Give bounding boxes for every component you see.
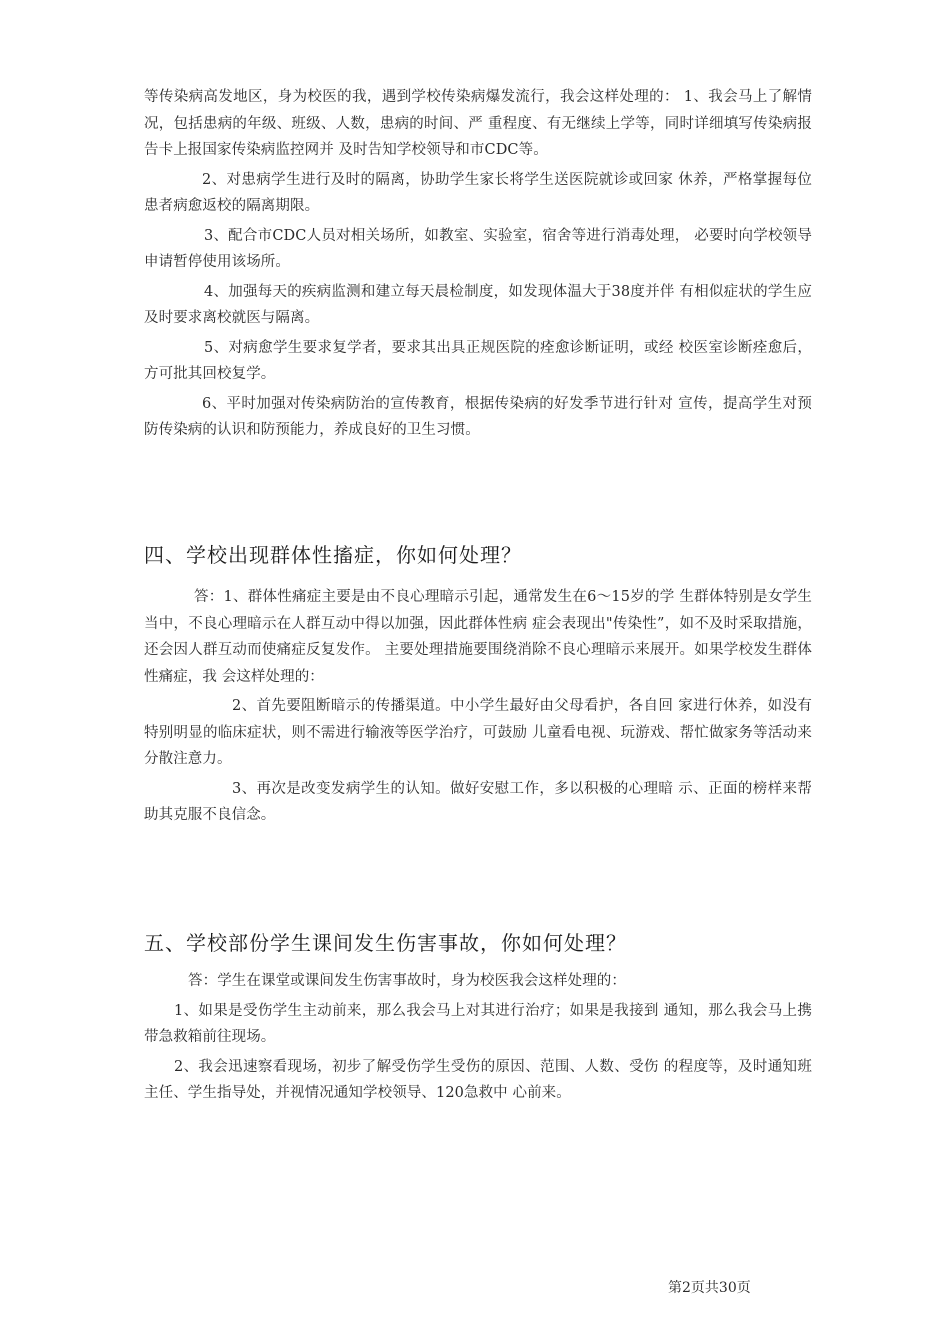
section-3-body <box>144 84 812 447</box>
page-number: 第2页共30页 <box>668 1280 751 1296</box>
paragraph: 2、首先要阻断暗示的传播渠道。中小学生最好由父母看护，各自回 家进行休养，如没有特别明显的临床症状，则不需进行输液等医学治疗，可鼓励 儿童看电视、玩游戏、帮忙做家务等活动来分散注意力。 <box>144 698 812 767</box>
paragraph: 4、加强每天的疾病监测和建立每天晨检制度，如发现体温大于38度并伴 有相似症状的学生应及时要求离校就医与隔离。 <box>144 283 812 326</box>
paragraph: 答：学生在课堂或课间发生伤害事故时，身为校医我会这样处理的： <box>188 973 626 989</box>
paragraph: 3、再次是改变发病学生的认知。做好安慰工作，多以积极的心理暗 示、正面的榜样来帮助其克服不良信念。 <box>144 780 812 823</box>
paragraph: 5、对病愈学生要求复学者，要求其出具正规医院的痊愈诊断证明，或经 校医室诊断痊愈后，方可批其回校复学。 <box>144 339 812 382</box>
paragraph: 等传染病高发地区，身为校医的我，遇到学校传染病爆发流行，我会这样处理的： 1、我会马上了解情况，包括患病的年级、班级、人数，患病的时间、严 重程度、有无继续上学等，同时详细填写传染病报告卡上报国家传染病监控网并 及时告知学校领导和市CDC等。 <box>144 89 812 158</box>
paragraph: 1、如果是受伤学生主动前来，那么我会马上对其进行治疗；如果是我接到 通知，那么我会马上携带急救箱前往现场。 <box>144 1002 812 1045</box>
paragraph: 3、配合市CDC人员对相关场所，如教室、实验室，宿舍等进行消毒处理， 必要时向学校领导申请暂停使用该场所。 <box>144 227 812 270</box>
section-5-body <box>144 968 812 1110</box>
section-heading: 四、学校出现群体性搐症，你如何处理？ <box>144 543 522 567</box>
paragraph: 6、平时加强对传染病防治的宣传教育，根据传染病的好发季节进行针对 宣传，提高学生对预防传染病的认识和防预能力，养成良好的卫生习惯。 <box>144 395 812 438</box>
section-heading: 五、学校部份学生课间发生伤害事故，你如何处理？ <box>144 931 627 955</box>
paragraph: 2、我会迅速察看现场，初步了解受伤学生受伤的原因、范围、人数、受伤 的程度等，及时通知班主任、学生指导处，并视情况通知学校领导、120急救中 心前来。 <box>144 1058 812 1101</box>
paragraph: 答：1、群体性痛症主要是由不良心理暗示引起，通常发生在6〜15岁的学 生群体特别是女学生当中，不良心理暗示在人群互动中得以加强，因此群体性病 症会表现出"传染性”，如不及时采取措施，还会因人群互动而使痛症反复发作。 主要处理措施要围绕消除不良心理暗示来展开。如果学校发生群体性痛症，我 会这样处理的： <box>144 589 812 685</box>
section-4-body <box>144 584 812 832</box>
paragraph: 2、对患病学生进行及时的隔离，协助学生家长将学生送医院就诊或回家 休养，严格掌握每位患者病愈返校的隔离期限。 <box>144 171 812 214</box>
